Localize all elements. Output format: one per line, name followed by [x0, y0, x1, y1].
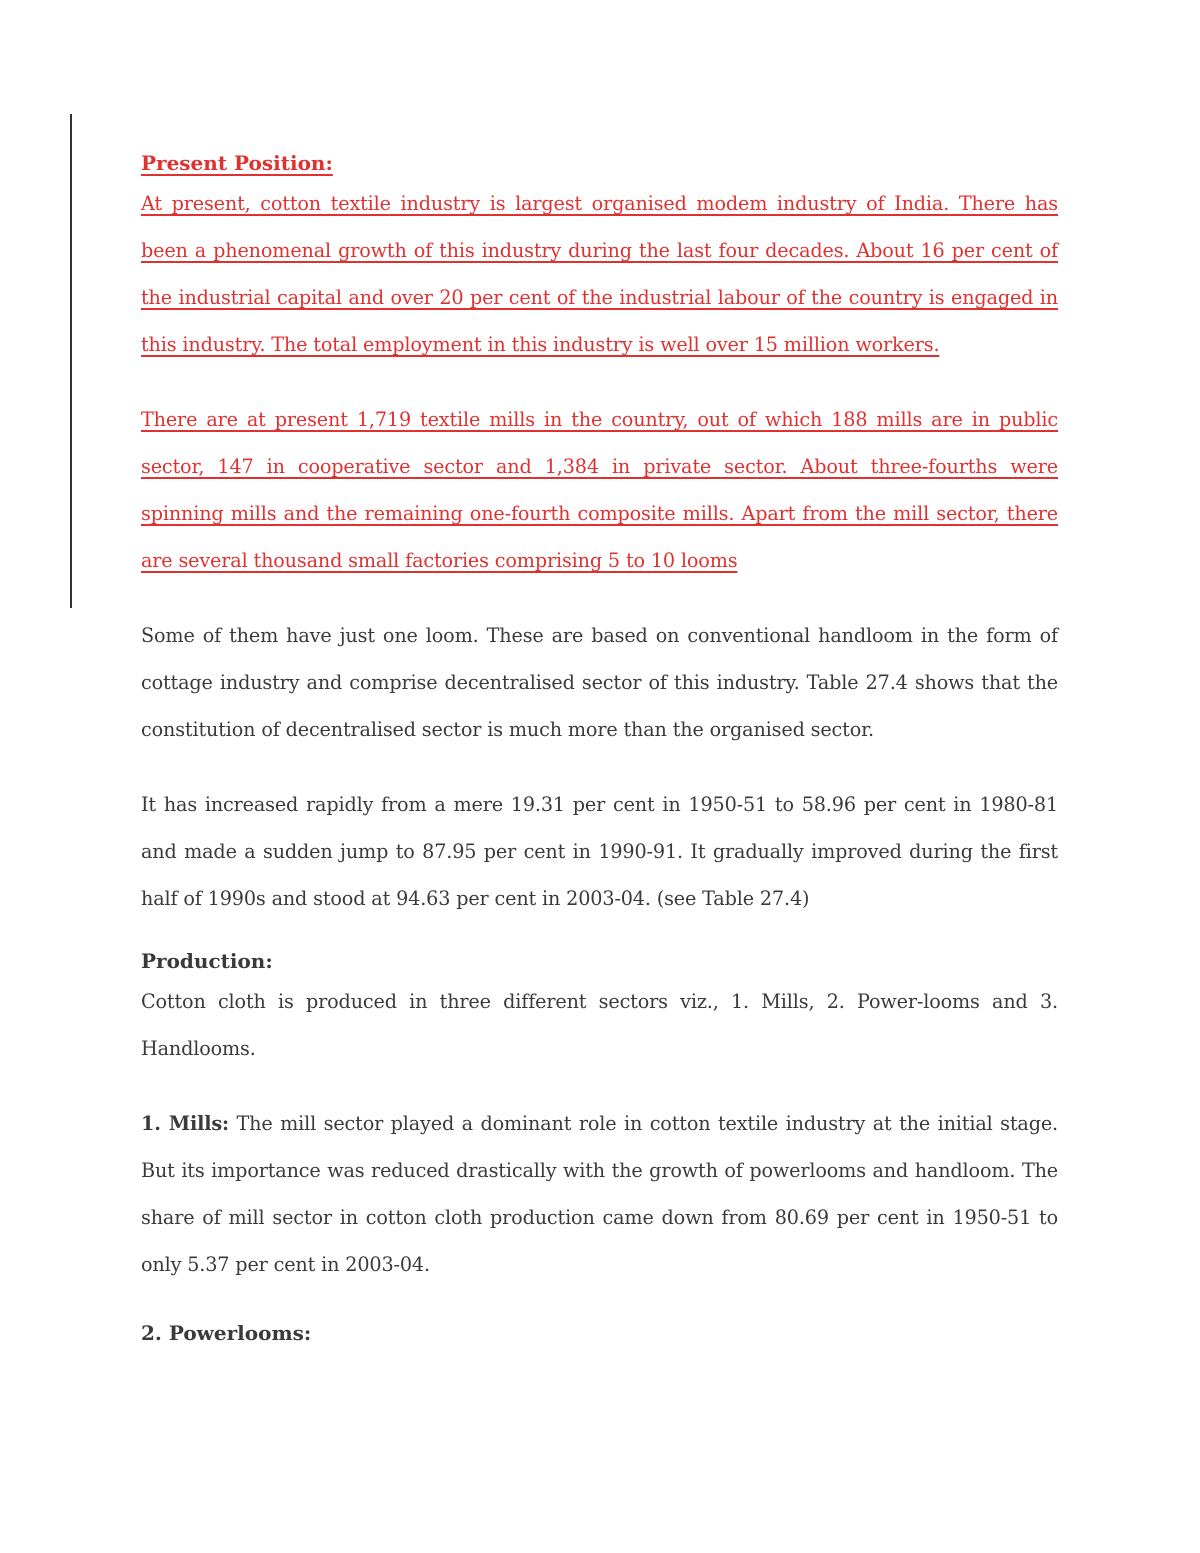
- decentralised-sector-paragraph: Some of them have just one loom. These are based on conventional handloom in the form of cottage industry and comprise decentralised sector of this industry. Table 27.4 shows that the constitution of decentralised sector is much more than the organised sector.: [141, 624, 1058, 741]
- production-intro-paragraph: Cotton cloth is produced in three different sectors viz., 1. Mills, 2. Power-looms and 3. Handlooms.: [141, 990, 1058, 1060]
- mills-paragraph: [141, 1100, 1058, 1288]
- mills-label: 1. Mills:: [141, 1112, 229, 1135]
- document-body: [141, 146, 1058, 1350]
- powerlooms-heading: 2. Powerlooms:: [141, 1321, 312, 1345]
- present-position-heading: Present Position:: [141, 151, 333, 175]
- revision-change-bar: [70, 114, 72, 608]
- present-position-paragraph-1: At present, cotton textile industry is largest organised modem industry of India. There has been a phenomenal growth of this industry during the last four decades. About 16 per cent of the industrial capital and over 20 per cent of the industrial labour of the country is engaged in this industry. The total employment in this industry is well over 15 million workers.: [141, 192, 1058, 356]
- production-heading: Production:: [141, 949, 273, 973]
- mills-text: The mill sector played a dominant role in cotton textile industry at the initial stage. But its importance was reduced drastically with the growth of powerlooms and handloom. The share of mill sector in cotton cloth production came down from 80.69 per cent in 1950-51 to only 5.37 per cent in 2003-04.: [141, 1112, 1058, 1276]
- present-position-paragraph-2: There are at present 1,719 textile mills in the country, out of which 188 mills are in public sector, 147 in cooperative sector and 1,384 in private sector. About three-fourths were spinning mills and the remaining one-fourth composite mills. Apart from the mill sector, there are several thousand small factories comprising 5 to 10 looms: [141, 408, 1058, 572]
- growth-paragraph: It has increased rapidly from a mere 19.31 per cent in 1950-51 to 58.96 per cent in 1980-81 and made a sudden jump to 87.95 per cent in 1990-91. It gradually improved during the first half of 1990s and stood at 94.63 per cent in 2003-04. (see Table 27.4): [141, 793, 1058, 910]
